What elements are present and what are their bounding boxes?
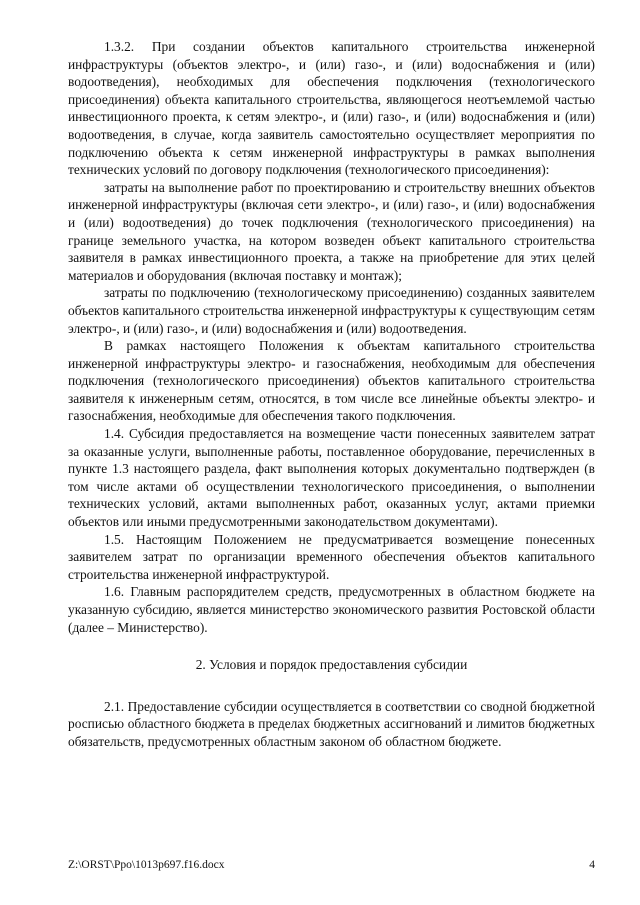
- paragraph-linear-objects: В рамках настоящего Положения к объектам капитального строительства инженерной инфраструктуры электро- и газоснабжения, необходимым для обеспечения подключения (технологического присоединения) объектов капитального строительства заявителя к инженерным сетям, относятся, в том числе все линейные объекты электро- и газоснабжения, необходимые для обеспечения такого подключения.: [68, 338, 595, 424]
- paragraph-1-4: 1.4. Субсидия предоставляется на возмещение части понесенных заявителем затрат за оказанные услуги, выполненные работы, поставленное оборудование, перечисленных в пункте 1.3 настоящего раздела, факт выполнения которых документально подтвержден (в том числе актами об осуществлении технологического присоединения, о выполнении технических условий, актами выполненных работ, оказанных услуг, актами приемки объектов или иными предусмотренными законодательством документами).: [68, 426, 595, 530]
- footer-file-path: Z:\ORST\Ppo\1013p697.f16.docx: [68, 859, 225, 871]
- document-body: [68, 38, 595, 751]
- paragraph-1-3-2: 1.3.2. При создании объектов капитального строительства инженерной инфраструктуры (объектов электро-, и (или) газо-, и (или) водоснабжения и (или) водоотведения), необходимых для обеспечения подключения (технологического присоединения) объекта капитального строительства, являющегося неотъемлемой частью инвестиционного проекта, к сетям электро-, и (или) газо-, и (или) водоснабжения и (или) водоотведения, в случае, когда заявитель самостоятельно осуществляет мероприятия по подключению объекта к сетям инженерной инфраструктуры в рамках выполнения технических условий по договору подключения (технологического присоединения):: [68, 39, 595, 178]
- page-footer: [68, 858, 595, 872]
- paragraph-1-6: 1.6. Главным распорядителем средств, предусмотренных в областном бюджете на указанную субсидию, является министерство экономического развития Ростовской области (далее – Министерство).: [68, 584, 595, 635]
- paragraph-2-1: 2.1. Предоставление субсидии осуществляется в соответствии со сводной бюджетной росписью областного бюджета в пределах бюджетных ассигнований и лимитов бюджетных обязательств, предусмотренных областным законом об областном бюджете.: [68, 698, 595, 749]
- page-number: 4: [589, 859, 595, 871]
- paragraph-design-costs: затраты на выполнение работ по проектированию и строительству внешних объектов инженерной инфраструктуры (включая сети электро-, и (или) газо-, и (или) водоснабжения и (или) водоотведения) до точек подключения (технологического присоединения) на границе земельного участка, на котором возведен объект капитального строительства заявителя в рамках инвестиционного проекта, а также на приобретение для этих целей материалов и оборудования (включая поставку и монтаж);: [68, 179, 595, 283]
- section-heading: 2. Условия и порядок предоставления субсидии: [195, 657, 468, 673]
- paragraph-1-5: 1.5. Настоящим Положением не предусматривается возмещение понесенных заявителем затрат по организации временного обеспечения объектов капитального строительства инженерной инфраструктурой.: [68, 531, 595, 582]
- paragraph-connection-costs: затраты по подключению (технологическому присоединению) созданных заявителем объектов капитального строительства инженерной инфраструктуры к существующим сетям электро-, и (или) газо-, и (или) водоснабжения и (или) водоотведения.: [68, 285, 595, 336]
